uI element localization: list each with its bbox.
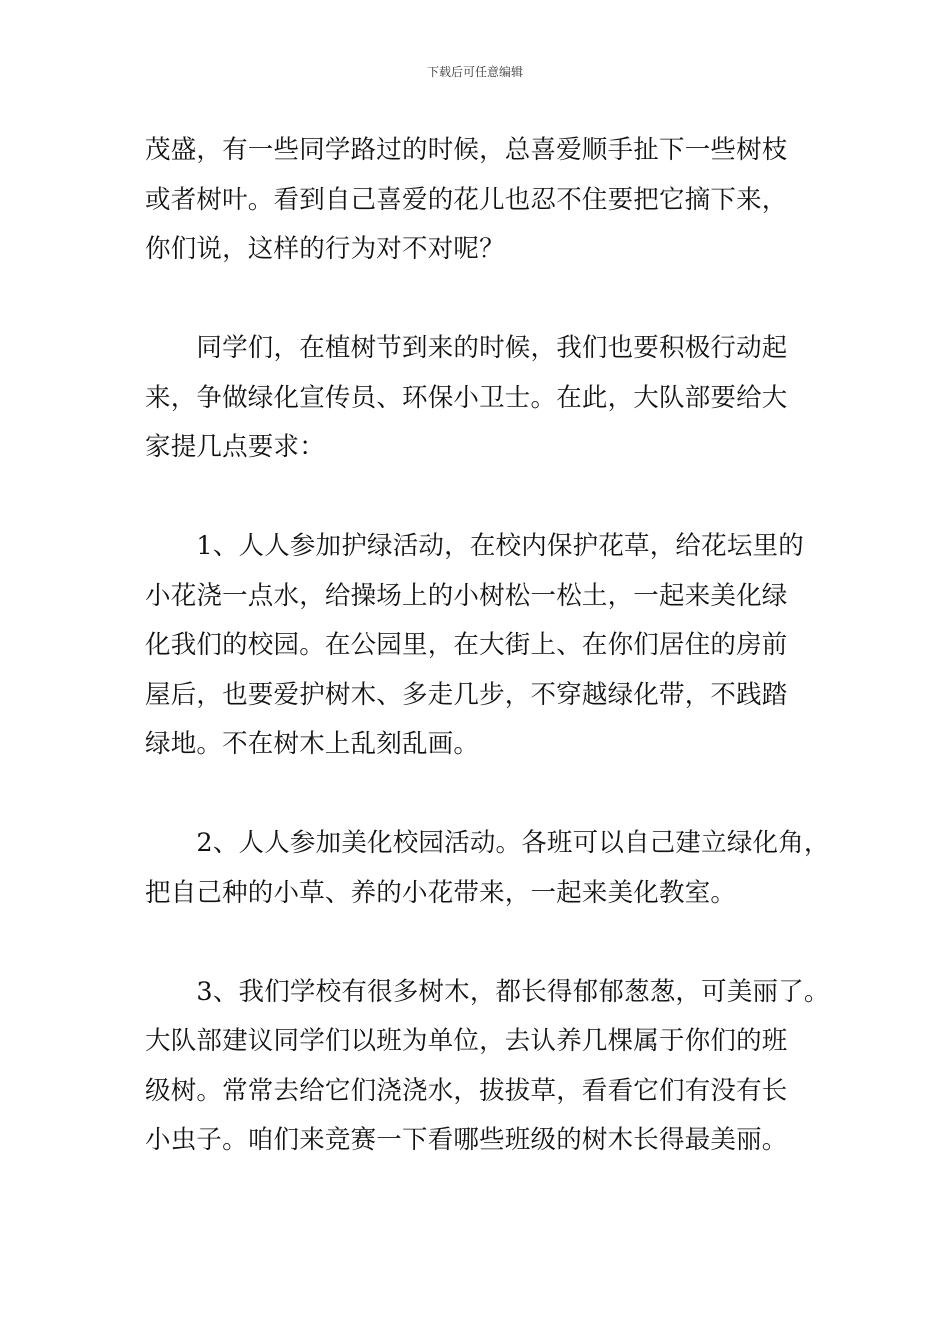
text-line: 3、我们学校有很多树木，都长得郁郁葱葱，可美丽了。 [145,976,830,1007]
text-line: 化我们的校园。在公园里，在大街上、在你们居住的房前 [145,630,788,660]
text-line: 把自己种的小草、养的小花带来，一起来美化教室。 [145,877,737,908]
text-line: 家提几点要求： [145,432,325,462]
text-line: 或者树叶。看到自己喜爱的花儿也忍不住要把它摘下来， [145,184,788,215]
text-line: 茂盛，有一些同学路过的时候，总喜爱顺手扯下一些树枝 [145,135,788,165]
paragraph-item-2 [145,819,830,918]
text-line: 2、人人参加美化校园活动。各班可以自己建立绿化角， [145,828,830,858]
paragraph-spacer [145,918,825,968]
paragraph-spacer [145,473,825,523]
text-line: 小花浇一点水，给操场上的小树松一松土，一起来美化绿 [145,580,788,611]
text-line: 大队部建议同学们以班为单位，去认养几棵属于你们的班 [145,1026,788,1056]
page-header: 下载后可任意编辑 [426,65,523,79]
text-line: 来，争做绿化宣传员、环保小卫士。在此，大队部要给大 [145,382,788,413]
text-line: 级树。常常去给它们浇浇水，拔拔草，看看它们有没有长 [145,1075,788,1106]
document-body [145,126,830,1166]
text-line: 绿地。不在树木上乱刻乱画。 [145,729,480,759]
text-line: 1、人人参加护绿活动，在校内保护花草，给花坛里的 [145,531,804,561]
paragraph-spacer [145,770,825,820]
text-line: 屋后，也要爱护树木、多走几步，不穿越绿化带，不践踏 [145,679,788,710]
paragraph-continuation [145,126,825,275]
text-line: 同学们，在植树节到来的时候，我们也要积极行动起 [145,333,788,363]
paragraph-item-1 [145,522,825,770]
paragraph-call-to-action [145,324,825,473]
paragraph-spacer [145,275,825,325]
text-line: 小虫子。咱们来竞赛一下看哪些班级的树木长得最美丽。 [145,1125,788,1155]
text-line: 你们说，这样的行为对不对呢？ [145,234,505,264]
paragraph-item-3 [145,968,830,1166]
